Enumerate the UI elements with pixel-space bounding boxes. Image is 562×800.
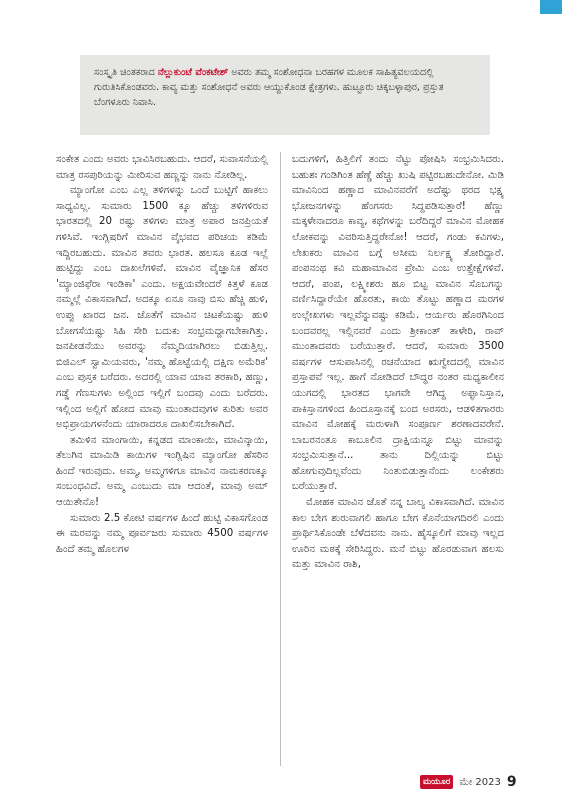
page-number: 9: [506, 774, 517, 790]
bio-text: ಅವರು ತಮ್ಮ ಸಂಶೋಧನಾ ಬರಹಗಳ ಮೂಲಕ ಸಾಹಿತ್ಯವಲಯದಲ್ಲಿ ಗುರುತಿಸಿಕೊಂಡವರು. ಕಾವ್ಯ ಮತ್ತು ಸಂಶೋಧನೆ ಅವರು ಆಯ್ದುಕೊಂಡ ಕ್ಷೇತ್ರಗಳು. ಹುಟ್ಟೂರು ಚಿಕ್ಕಬಳ್ಳಾಪುರ, ಪ್ರಸ್ತುತ ಬೆಂಗಳೂರು ನಿವಾಸಿ.: [94, 67, 444, 108]
author-name: ನೆಲ್ಲುಕುಂಟೆ ವೆಂಕಟೇಶ್: [157, 67, 229, 78]
article-body: [56, 152, 504, 766]
corner-color-tab: [540, 0, 562, 14]
paragraph: ಮೋಹಕ ಮಾವಿನ ಜೊತೆ ನನ್ನ ಬಾಲ್ಯ ವಿಕಾಸವಾಗಿದೆ. ಮಾವಿನ ಕಾಲ ಬೇಗ ಶುರುವಾಗಲಿ ಹಾಗೂ ಬೇಗ ಕೊನೆಯಾಗದಿರಲಿ ಎಂದು ಪ್ರಾರ್ಥಿಸಿಕೊಂಡೇ ಬೆಳೆದವನು ನಾನು. ಹೈಸ್ಕೂಲಿಗೆ ಮಾವು ಇಲ್ಲದ ಊರಿನ ಮಠಕ್ಕೆ ಸೇರಿಸಿದ್ದರು. ಮನೆ ಬಿಟ್ಟು ಹೊರಡುವಾಗ ಹಲಸು ಮತ್ತು ಮಾವಿನ ರಾಶಿ,: [292, 497, 504, 571]
paragraph: ಸುಮಾರು 2.5 ಕೋಟಿ ವರ್ಷಗಳ ಹಿಂದೆ ಹುಟ್ಟಿ ವಿಕಾಸಗೊಂಡ ಈ ಮರವನ್ನು ನಮ್ಮ ಪೂರ್ವಜರು ಸುಮಾರು 4500 ವರ್ಷಗಳ ಹಿಂದೆ ತಮ್ಮ ಹೊಲಗಳ: [56, 512, 268, 555]
left-column: [56, 152, 268, 766]
author-bio-box: [80, 55, 490, 135]
right-column: [292, 152, 504, 766]
column-divider: [280, 152, 281, 766]
issue-date: ಮೇ 2023: [459, 776, 501, 788]
magazine-logo: ಮಯೂರ: [420, 775, 453, 789]
paragraph: ಮ್ಯಾಂಗೋ ಎಂಬ ಎಲ್ಲ ತಳಿಗಳನ್ನು ಒಂದೆ ಬುಟ್ಟಿಗೆ ಹಾಕಲು ಸಾಧ್ಯವಿಲ್ಲ. ಸುಮಾರು 1500 ಕ್ಕೂ ಹೆಚ್ಚು ತಳಿಗಳಿರುವ ಭಾರತದಲ್ಲಿ 20 ರಷ್ಟು ತಳಿಗಳು ಮಾತ್ರ ಅಪಾರ ಜನಪ್ರಿಯತೆ ಗಳಿಸಿವೆ. ಇಂಗ್ಲಿಷರಿಗೆ ಮಾವಿನ ವೈಭವದ ಪರಿಚಯ ಕಡಿಮೆ ಇದ್ದಿರಬಹುದು. ಮಾವಿನ ತವರು ಭಾರತ. ಹಲಸೂ ಕೂಡ ಇಲ್ಲೆ ಹುಟ್ಟಿದ್ದು ಎಂಬ ದಾಖಲೆಗಳಿವೆ. ಮಾವಿನ ವೈಜ್ಞಾನಿಕ ಹೆಸರ 'ಮ್ಯಾಂಜಿಫೆರಾ ಇಂಡಿಕಾ' ಎಂದು. ಅಕ್ಷಯವೇಂದರೆ ಕಿತ್ತಳೆ ಕೂಡ ನಮ್ಮಲ್ಲೆ ವಿಕಾಸವಾಗಿದೆ. ಅದಕ್ಕೂ ಏನೂ ನಾವು ಬಿಸು ಹೆಚ್ಚಿ ಹುಳಿ, ಉಪ್ಪು ಖಾರದ ಜನ. ಜೊತೆಗೆ ಮಾವಿನ ಚಿಟಕೆಯಷ್ಟು ಹುಳಿ ಬೋಗಸೆಯಷ್ಟು ಸಿಹಿ ಸೇರಿ ಬದುಕು ಸಂಭ್ರಮದ್ದಾಗಬೇಕಾಗಿತ್ತು. ಜನಪೀಡನೆಯು ಅವರನ್ನು ನೆಮ್ಮದಿಯಾಗಿರಲು ಬಿಡುತ್ತಿಲ್ಲ. ಬಿಜಿಎಲ್ ಸ್ವಾಮಿಯವರು, 'ನಮ್ಮ ಹೊಟ್ಟೆಯಲ್ಲಿ ದಕ್ಷಿಣ ಅಮೆರಿಕ' ಎಂಬ ಪುಸ್ತಕ ಬರೆದರು. ಅದರಲ್ಲಿ ಯಾವ ಯಾವ ತರಕಾರಿ, ಹಣ್ಣು, ಗಡ್ಡೆ ಗೆಣಸುಗಳು ಅಲ್ಲಿಂದ ಇಲ್ಲಿಗೆ ಬಂದವು ಎಂದು ಬರೆದರು. ಇಲ್ಲಿಂದ ಅಲ್ಲಿಗೆ ಹೋದ ಮಾವು ಮುಂತಾದವುಗಳ ಕುರಿತು ಅವರ ಅಭಿಪ್ರಾಯಗಳನೆಂದು ಯಾರಾದರೂ ದಾಖಲಿಸಬೇಕಾಗಿದೆ.: [56, 185, 268, 431]
paragraph: ಬದುಗಳಿಗೆ, ಹಿತ್ತಿಲಿಗೆ ತಂದು ನೆಟ್ಟು ಪೋಷಿಸಿ ಸಂಭ್ರಮಿಸಿದರು. ಬಹುಶಃ ಗಂಡಿಗಿಂತ ಹೆಣ್ಣೆ ಹೆಚ್ಚು ಖುಷಿ ಪಟ್ಟಿರಬಹುದೇನೋ. ಮಿಡಿ ಮಾವಿನಿಂದ ಹಣ್ಣಾದ ಮಾವಿನವರೆಗೆ ಅದೆಷ್ಟು ಥರದ ಭಕ್ಷ್ಯ ಭೋಜನಗಳನ್ನು ಹೆಂಗಸರು ಸಿದ್ದಪಡಿಸುತ್ತಾರೆ! ಹೆಣ್ಣು ಮಕ್ಕಳೇನಾದರೂ ಕಾವ್ಯ, ಕಥೆಗಳನ್ನು ಬರೆದಿದ್ದರೆ ಮಾವಿನ ಮೋಹಕ ಲೋಕವನ್ನು ವಿವರಿಸುತ್ತಿದ್ದರೇನೋ! ಆದರೆ, ಗಂಡು ಕವಿಗಳು, ಲೇಖಕರು ಮಾವಿನ ಬಗ್ಗೆ ಅಸೀಮ ನಿರ್ಲಕ್ಷ್ಯ ತೋರಿದ್ದಾರೆ. ಪಂಪನಂಥ ಕವಿ ಮಹಾಮಾವಿನ ಪ್ರೇಮಿ ಎಂಬ ಉತ್ಪ್ರೇಕ್ಷೆಗಳಿವೆ. ಆದರೆ, ಪಂಪ, ಲಕ್ಷ್ಮೀಶರು ಹೂ ಬಿಟ್ಟ ಮಾವಿನ ಸೊಬಗನ್ನು ವರ್ಣಿಸಿದ್ದಾರೆಯೇ ಹೊರತು, ಕಾಯಿ ತೊಟ್ಟು ಹಣ್ಣಾದ ಮರಗಳ ಉಲ್ಲೇಖಗಳು ಇಲ್ಲವೆನ್ನುವಷ್ಟು ಕಡಿಮೆ. ಆರ್ಯರು ಹೊರಗಿನಿಂದ ಬಂದವರಲ್ಲ ಇಲ್ಲಿನವರೆ ಎಂದು ಶ್ರೀಕಾಂತ್ ತಾಳೇರಿ, ರಾವ್ ಮುಂತಾದವರು ಬರೆಯುತ್ತಾರೆ. ಆದರೆ, ಸುಮಾರು 3500 ವರ್ಷಗಳ ಆಸುಪಾಸಿನಲ್ಲಿ ರಚನೆಯಾದ ಋಗ್ವೇದದಲ್ಲಿ ಮಾವಿನ ಪ್ರಸ್ತಾಪವೆ ಇಲ್ಲ. ಹಾಗೆ ನೋಡಿದರೆ ಬೌದ್ಧರ ನಂತರ ಮಧ್ಯಕಾಲೀನ ಯುಗದಲ್ಲಿ ಭಾರತದ ಭಾಗವೇ ಆಗಿದ್ದ ಅಫ್ಘಾನಿಸ್ತಾನ, ಪಾಕಿಸ್ತಾನಗಳಿಂದ ಹಿಂದೂಸ್ತಾನಕ್ಕೆ ಬಂದ ಅರಸರು, ಆಡಳಿತಗಾರರು ಮಾವಿನ ಮೋಹಕ್ಕೆ ಮರುಳಾಗಿ ಸಂಪೂರ್ಣ ಶರಣಾದವರೇನೆ. ಬಾಬರನಂತೂ ಕಾಬೂಲಿನ ದ್ರಾಕ್ಷಿಯನ್ನೂ ಬಿಟ್ಟು ಮಾವನ್ನು ಸಂಭ್ರಮಿಸುತ್ತಾನೆ... ತಾನು ದಿಲ್ಲಿಯನ್ನು ಬಿಟ್ಟು ಹೋಗುವುದಿಲ್ಲವೆಂದು ನಿಂತುಬಿಡುತ್ತಾನೆಂದು ಲಂಕೇಶರು ಬರೆಯುತ್ತಾರೆ.: [292, 154, 504, 493]
paragraph: ಸಂಕೇತ ಎಂದು ಅವರು ಭಾವಿಸಿರಬಹುದು. ಆದರೆ, ಸುವಾಸನೆಯಲ್ಲಿ ಮಾತ್ರ ರಸಪುರಿಯನ್ನು ಮೀರಿಸುವ ಹಣ್ಣನ್ನು ನಾನು ನೋಡಿಲ್ಲ.: [56, 154, 268, 181]
page-footer: [420, 772, 517, 792]
bio-prefix: ಸಂಸ್ಕೃತಿ ಚಿಂತಕರಾದ: [94, 67, 158, 78]
paragraph: ತಮಿಳಿನ ಮಾಂಗಾಯಿ, ಕನ್ನಡದ ಮಾಂಕಾಯಿ, ಮಾವಿನ್ಕಾಯಿ, ತೆಲುಗಿನ ಮಾಮಿಡಿ ಕಾಯಿಗಳ ಇಂಗ್ಲಿಷಿನ ಮ್ಯಾಂಗೋ ಹೆಸರಿನ ಹಿಂದೆ ಇರುವುದು. ಅಮ್ಮ, ಅಮ್ಮಗಳಿಗೂ ಮಾವಿನ ನಾಮಕರಣಕ್ಕೂ ಸಂಬಂಧವಿದೆ. ಅಮ್ಮ ಎಂಬುದು ಮಾ ಆದಂತೆ, ಮಾವು ಅಮ್ ಆಯಿತೇನೊ!: [56, 434, 268, 509]
